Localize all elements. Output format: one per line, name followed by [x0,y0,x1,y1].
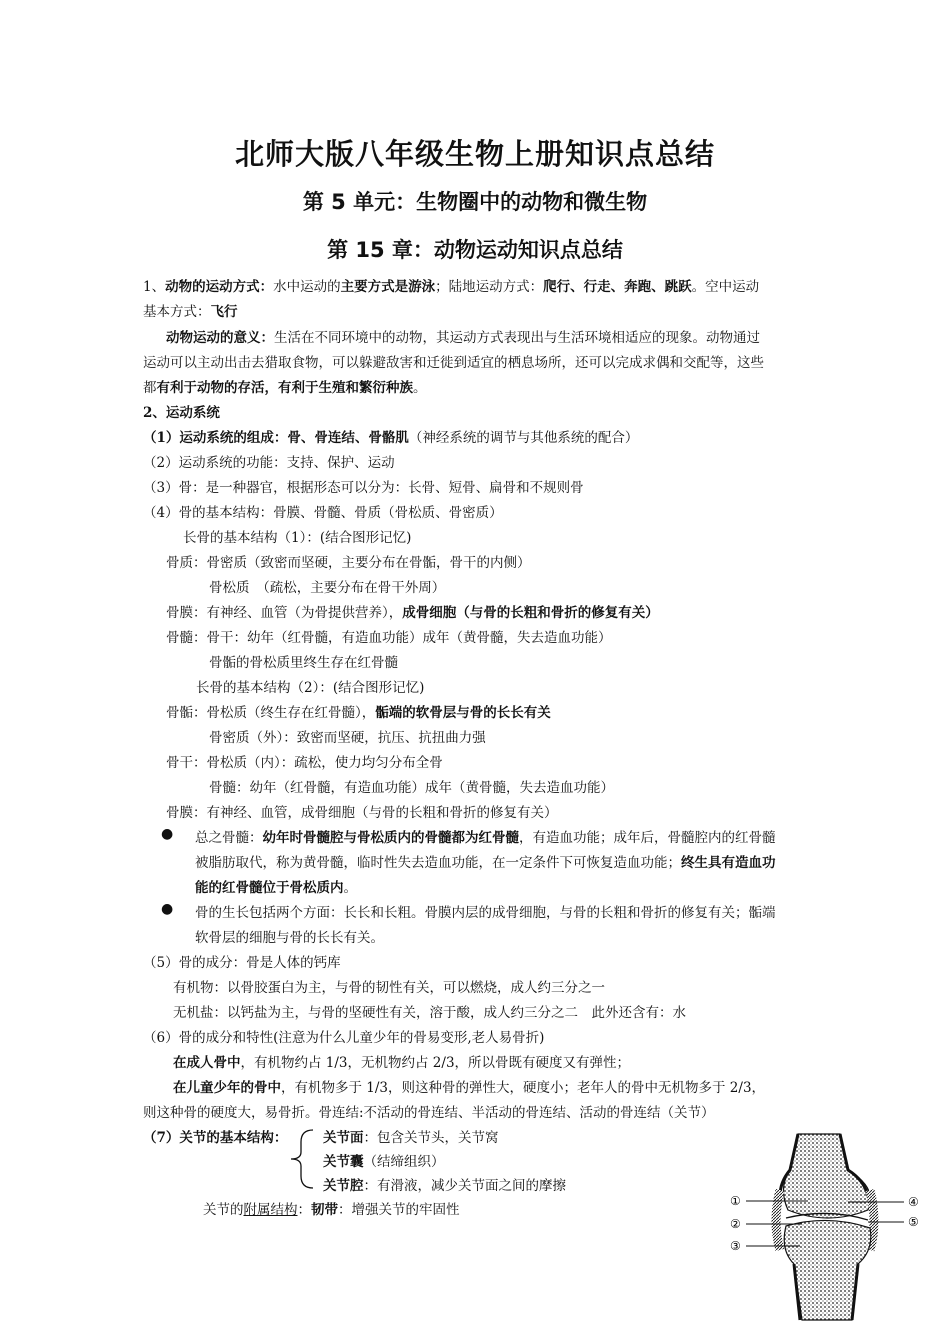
label-1: ① [730,1194,741,1208]
marrow-summary-line-3: 能的红骨髓位于骨松质内。 [195,880,357,896]
item-6-properties: （6）骨的成分和特性(注意为什么儿童少年的骨易变形,老人易骨折) [143,1030,545,1046]
epiphysis-marrow-line: 骨骺的骨松质里终生存在红骨髓 [209,655,398,671]
curly-brace-icon [283,1128,319,1190]
joint-diagram [728,1130,928,1326]
movement-meaning-line-1: 动物运动的意义：生活在不同环境中的动物，其运动方式表现出与生活环境相适应的现象。动物通过 [166,330,760,346]
joint-capsule-line: 关节囊（结缔组织） [323,1154,445,1170]
periosteum-line: 骨膜：有神经、血管（为骨提供营养），成骨细胞（与骨的长粗和骨折的修复有关） [166,605,659,621]
adult-bone-line: 在成人骨中，有机物约占 1/3，无机物约占 2/3，所以骨既有硬度又有弹性； [173,1055,631,1071]
marrow-summary-line-2: 被脂肪取代，称为黄骨髓，临时性失去造血功能，在一定条件下可恢复造血功能；终生具有造血功 [195,855,776,871]
item-1-composition: （1）运动系统的组成：骨、骨连结、骨骼肌（神经系统的调节与其他系统的配合） [143,430,639,446]
bullet-1: ● [161,826,174,842]
organic-matter-line: 有机物：以骨胶蛋白为主，与骨的韧性有关，可以燃烧，成人约三分之一 [173,980,605,996]
long-bone-structure-2: 长骨的基本结构（2）：(结合图形记忆) [196,680,425,696]
bone-substance-line: 骨质：骨密质（致密而坚硬，主要分布在骨骺，骨干的内侧） [166,555,531,571]
label-4: ④ [908,1195,919,1209]
bone-growth-line-2: 软骨层的细胞与骨的长长有关。 [195,930,384,946]
motor-system-heading: 2、运动系统 [143,405,220,421]
marrow-line: 骨髓：骨干：幼年（红骨髓，有造血功能）成年（黄骨髓，失去造血功能） [166,630,612,646]
chapter-heading: 第 15 章：动物运动知识点总结 [327,238,623,262]
spongy-bone-line: 骨松质 （疏松，主要分布在骨干外周） [209,580,446,596]
movement-modes-line-1: 1、动物的运动方式：水中运动的主要方式是游泳；陆地运动方式：爬行、行走、奔跑、跳跃。空中运动 [143,279,760,295]
unit-heading: 第 5 单元：生物圈中的动物和微生物 [302,190,648,214]
periosteum-line-2: 骨膜：有神经、血管，成骨细胞（与骨的长粗和骨折的修复有关） [166,805,558,821]
child-bone-line-2: 则这种骨的硬度大，易骨折。骨连结:不活动的骨连结、半活动的骨连结、活动的骨连结（关节） [143,1105,715,1121]
joint-accessory-line: 关节的附属结构：韧带：增强关节的牢固性 [203,1202,460,1218]
label-5: ⑤ [908,1215,919,1229]
epiphysis-line: 骨骺：骨松质（终生存在红骨髓），骺端的软骨层与骨的长长有关 [166,705,551,721]
joint-surface-line: 关节面：包含关节头，关节窝 [323,1130,499,1146]
diaphysis-line: 骨干：骨松质（内）：疏松，使力均匀分布全骨 [166,755,443,771]
item-4-bone-structure: （4）骨的基本结构：骨膜、骨髓、骨质（骨松质、骨密质） [143,505,503,521]
label-2: ② [730,1217,741,1231]
bullet-2: ● [161,901,174,917]
item-3-bone: （3）骨：是一种器官，根据形态可以分为：长骨、短骨、扁骨和不规则骨 [143,480,584,496]
joint-cavity-line: 关节腔：有滑液，减少关节面之间的摩擦 [323,1178,566,1194]
child-bone-line-1: 在儿童少年的骨中，有机物多于 1/3，则这种骨的弹性大，硬度小；老年人的骨中无机物多于 2/3， [173,1080,766,1096]
compact-bone-line: 骨密质（外）：致密而坚硬，抗压、抗扭曲力强 [209,730,486,746]
bone-growth-line-1: 骨的生长包括两个方面：长长和长粗。骨膜内层的成骨细胞，与骨的长粗和骨折的修复有关；骺端 [195,905,776,921]
inorganic-salt-line: 无机盐：以钙盐为主，与骨的坚硬性有关，溶于酸，成人约三分之二 此外还含有：水 [173,1005,686,1021]
movement-meaning-line-3: 都有利于动物的存活，有利于生殖和繁衍种族。 [143,380,427,396]
item-7-joint-structure: （7）关节的基本结构： [143,1130,288,1146]
label-3: ③ [730,1239,741,1253]
movement-meaning-line-2: 运动可以主动出击去猎取食物，可以躲避敌害和迁徙到适宜的栖息场所，还可以完成求偶和交配等，这些 [143,355,764,371]
movement-modes-line-2: 基本方式：飞行 [143,304,238,320]
marrow-line-2: 骨髓：幼年（红骨髓，有造血功能）成年（黄骨髓，失去造血功能） [209,780,614,796]
long-bone-structure-1: 长骨的基本结构（1）：(结合图形记忆) [183,530,412,546]
document-title: 北师大版八年级生物上册知识点总结 [234,137,715,171]
marrow-summary-line-1: 总之骨髓：幼年时骨髓腔与骨松质内的骨髓都为红骨髓，有造血功能；成年后，骨髓腔内的红骨髓 [195,830,776,846]
item-2-function: （2）运动系统的功能：支持、保护、运动 [143,455,395,471]
item-5-composition: （5）骨的成分：骨是人体的钙库 [143,955,341,971]
